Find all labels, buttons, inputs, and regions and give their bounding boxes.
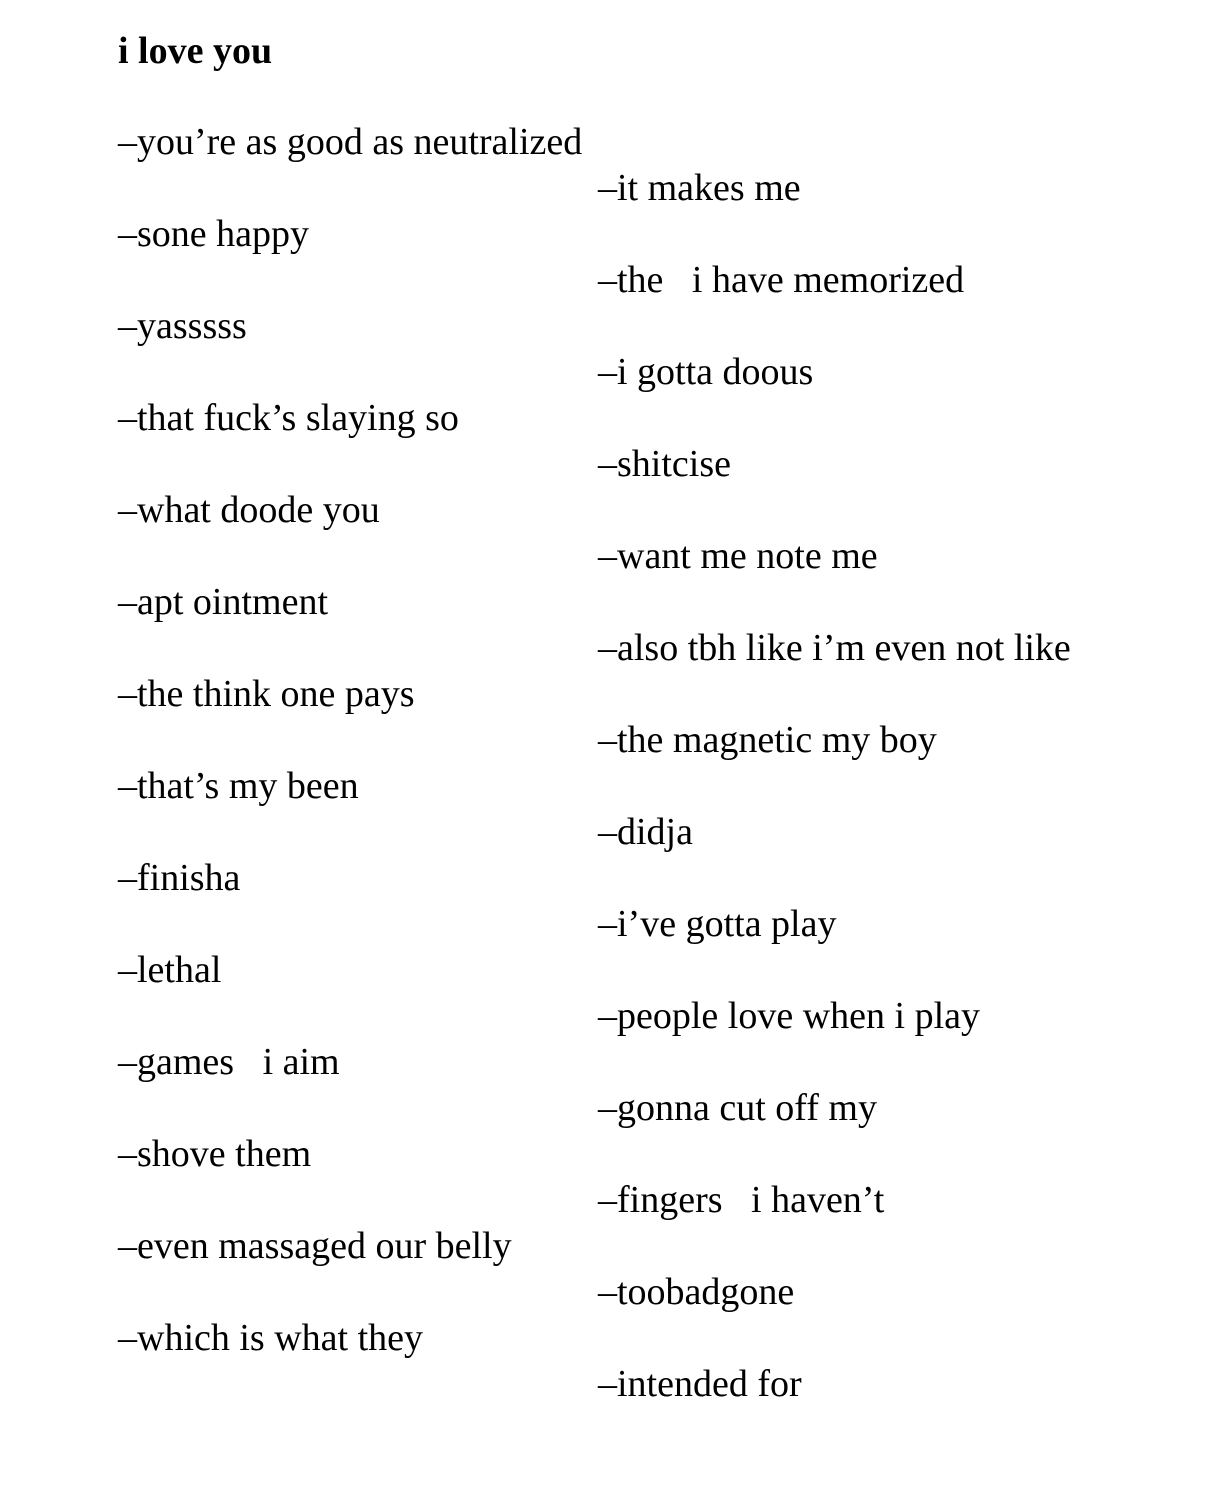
left-line: –even massaged our belly bbox=[118, 1225, 512, 1267]
right-line: –want me note me bbox=[598, 535, 878, 577]
right-line: –gonna cut off my bbox=[598, 1087, 877, 1129]
right-line: –the magnetic my boy bbox=[598, 719, 937, 761]
left-line: –you’re as good as neutralized bbox=[118, 121, 583, 163]
right-line: –i gotta doous bbox=[598, 351, 814, 393]
left-line: –shove them bbox=[118, 1133, 312, 1175]
right-line: –didja bbox=[598, 811, 693, 853]
left-line: –apt ointment bbox=[118, 581, 329, 623]
right-line: –fingers i haven’t bbox=[598, 1179, 885, 1221]
left-line: –what doode you bbox=[118, 489, 380, 531]
left-line: –that fuck’s slaying so bbox=[118, 397, 459, 439]
right-line: –intended for bbox=[598, 1363, 802, 1405]
left-line: –that’s my been bbox=[118, 765, 359, 807]
right-line: –it makes me bbox=[598, 167, 801, 209]
left-line: –lethal bbox=[118, 949, 222, 991]
right-line: –the i have memorized bbox=[598, 259, 965, 301]
right-line: –shitcise bbox=[598, 443, 731, 485]
right-line: –i’ve gotta play bbox=[598, 903, 837, 945]
left-line: –sone happy bbox=[118, 213, 310, 255]
left-line: –yasssss bbox=[118, 305, 247, 347]
right-line: –toobadgone bbox=[598, 1271, 795, 1313]
left-line: –games i aim bbox=[118, 1041, 340, 1083]
left-line: –the think one pays bbox=[118, 673, 415, 715]
right-line: –also tbh like i’m even not like bbox=[598, 627, 1071, 669]
right-line: –people love when i play bbox=[598, 995, 981, 1037]
poem-title: i love you bbox=[118, 30, 273, 72]
left-line: –which is what they bbox=[118, 1317, 424, 1359]
left-line: –finisha bbox=[118, 857, 241, 899]
